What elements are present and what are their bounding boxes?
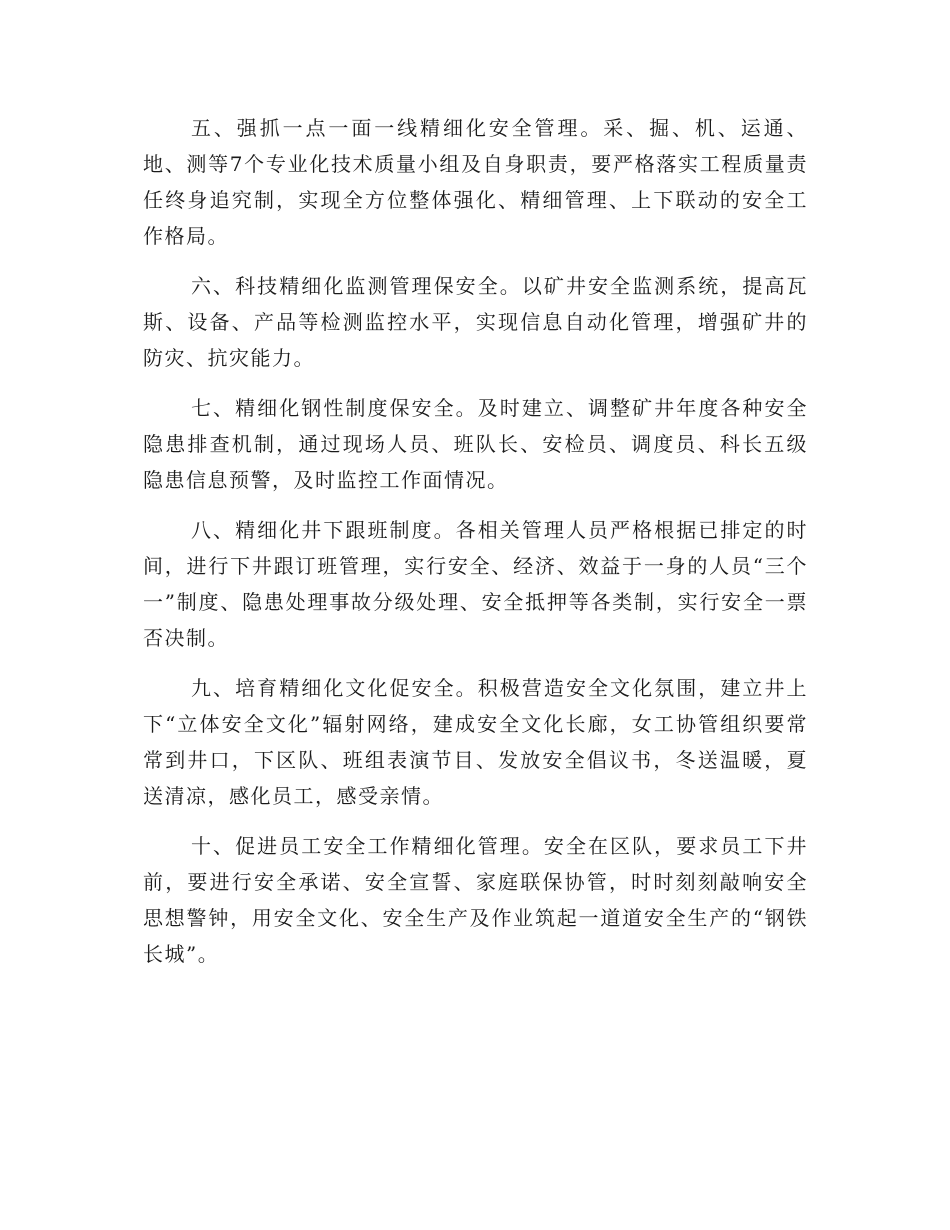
paragraph-5: 五、强抓一点一面一线精细化安全管理。采、掘、机、运通、地、测等7个专业化技术质量小组及自身职责，要严格落实工程质量责任终身追究制，实现全方位整体强化、精细管理、上下联动的安全工作格局。: [143, 116, 808, 248]
paragraph-8: 八、精细化井下跟班制度。各相关管理人员严格根据已排定的时间，进行下井跟订班管理，实行安全、经济、效益于一身的人员“三个一”制度、隐患处理事故分级处理、安全抵押等各类制，实行安全一票否决制。: [143, 518, 808, 650]
paragraph-10: 十、促进员工安全工作精细化管理。安全在区队，要求员工下井前，要进行安全承诺、安全宣誓、家庭联保协管，时时刻刻敲响安全思想警钟，用安全文化、安全生产及作业筑起一道道安全生产的“钢铁长城”。: [143, 834, 808, 966]
paragraph-6: 六、科技精细化监测管理保安全。以矿井安全监测系统，提高瓦斯、设备、产品等检测监控水平，实现信息自动化管理，增强矿井的防灾、抗灾能力。: [143, 274, 808, 370]
paragraph-7: 七、精细化钢性制度保安全。及时建立、调整矿井年度各种安全隐患排查机制，通过现场人员、班队长、安检员、调度员、科长五级隐患信息预警，及时监控工作面情况。: [143, 396, 808, 492]
document-body: [143, 110, 808, 986]
paragraph-9: 九、培育精细化文化促安全。积极营造安全文化氛围，建立井上下“立体安全文化”辐射网络，建成安全文化长廊，女工协管组织要常常到井口，下区队、班组表演节目、发放安全倡议书，冬送温暖，夏送清凉，感化员工，感受亲情。: [143, 676, 808, 808]
